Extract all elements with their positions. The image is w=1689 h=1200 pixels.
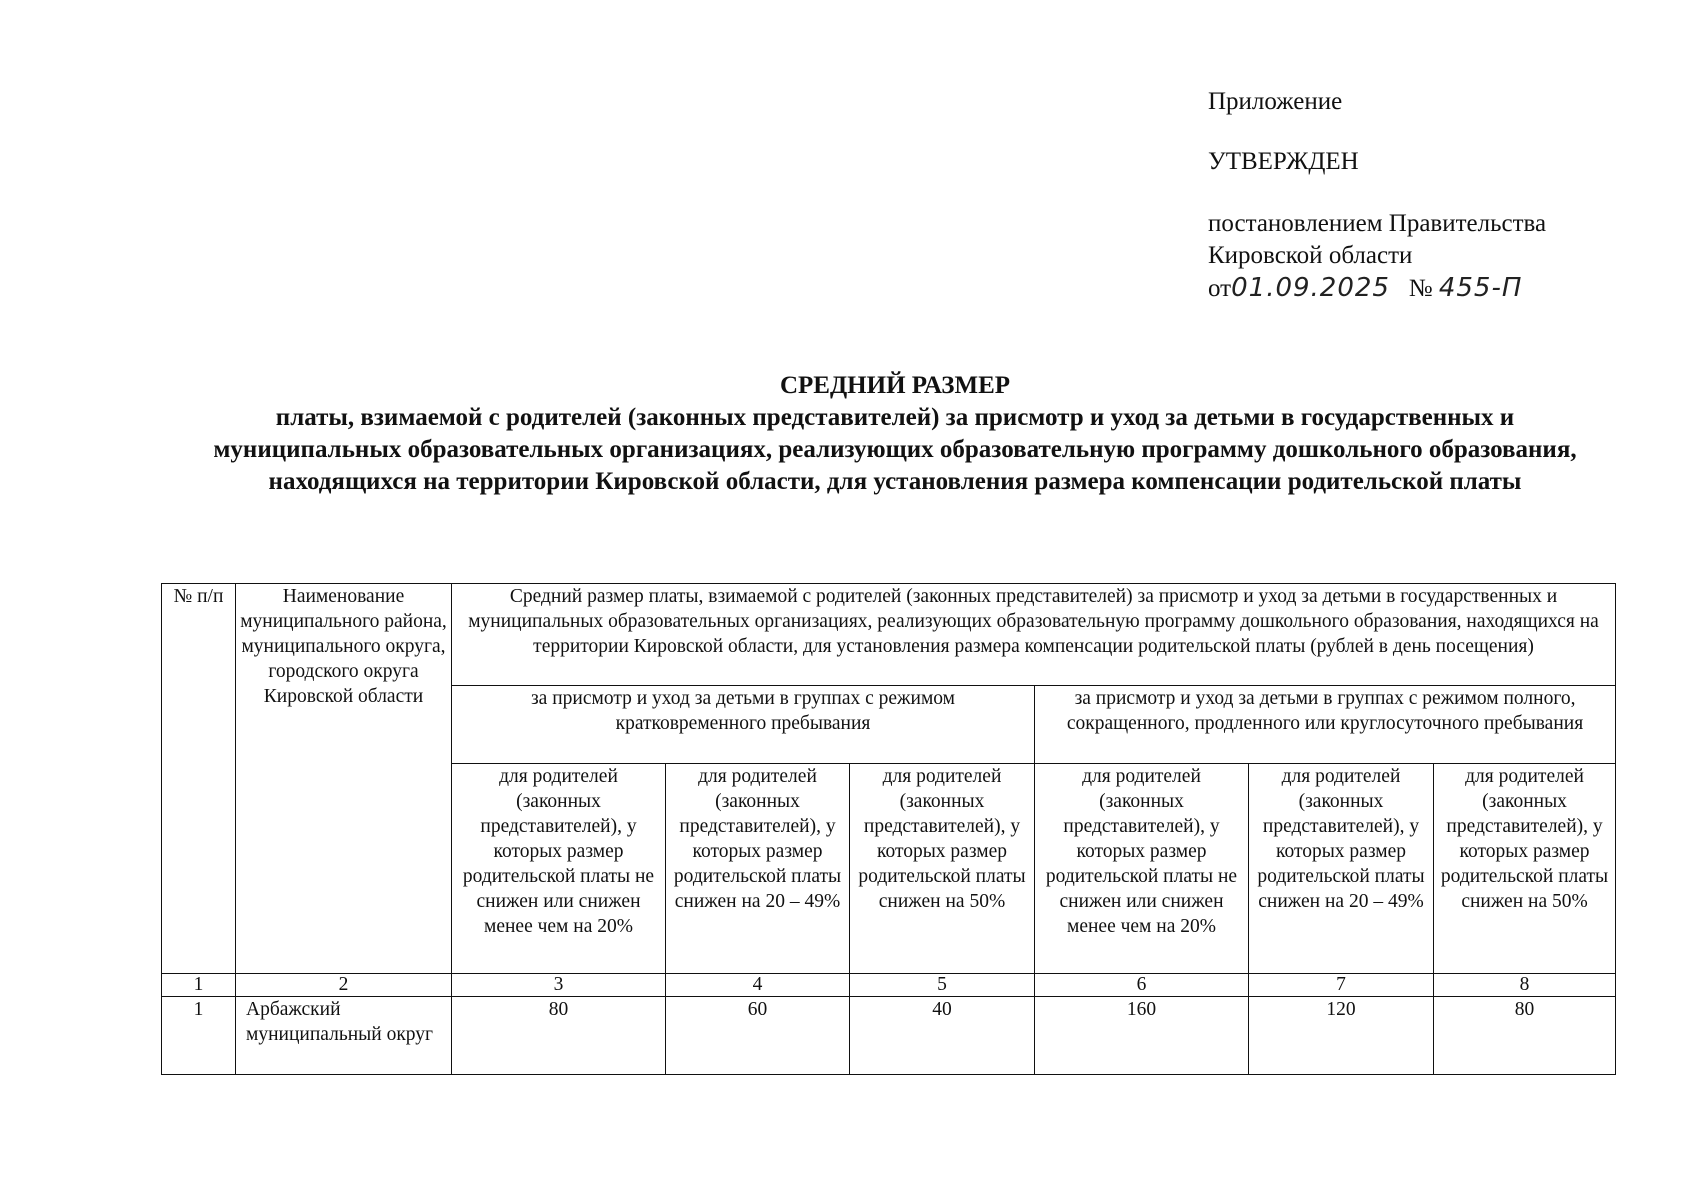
subheader-col-8: для родителей (законных представителей), у которых размер родительской платы снижен на 50% <box>1434 764 1616 974</box>
header-name: Наименование муниципального района, муниципального округа, городского округа Кировской области <box>236 584 452 974</box>
column-number: 5 <box>850 974 1035 997</box>
subheader-col-5: для родителей (законных представителей), у которых размер родительской платы снижен на 50% <box>850 764 1035 974</box>
appendix-label: Приложение <box>1208 88 1343 115</box>
column-number: 3 <box>452 974 666 997</box>
header-no: № п/п <box>162 584 236 974</box>
table-row <box>162 997 1616 1075</box>
row-value: 80 <box>1434 997 1616 1075</box>
subheader-col-7: для родителей (законных представителей), у которых размер родительской платы снижен на 20 – 49% <box>1249 764 1434 974</box>
row-value: 160 <box>1035 997 1249 1075</box>
decree-number: 455-П <box>1438 273 1523 303</box>
title-main: СРЕДНИЙ РАЗМЕР <box>779 372 1011 399</box>
row-value: 80 <box>452 997 666 1075</box>
header-average-fee: Средний размер платы, взимаемой с родителей (законных представителей) за присмотр и уход за детьми в государственных и муниципальных образовательных организациях, реализующих образовательную программу дошкольного образования, находящихся на территории Кировской области, для установления размера компенсации родительской платы (рублей в день посещения) <box>452 584 1616 686</box>
decree-date-line <box>1208 272 1648 305</box>
number-sign: № <box>1408 275 1433 302</box>
header-group-short-stay: за присмотр и уход за детьми в группах с режимом кратковременного пребывания <box>452 686 1035 764</box>
row-value: 120 <box>1249 997 1434 1075</box>
subheader-col-6: для родителей (законных представителей), у которых размер родительской платы не снижен или снижен менее чем на 20% <box>1035 764 1249 974</box>
title-subtitle: платы, взимаемой с родителей (законных представителей) за присмотр и уход за детьми в государственных и муниципальных образовательных организациях, реализующих образовательную программу дошкольного образования, находящихся на территории Кировской области, для установления размера компенсации родительской платы <box>213 404 1577 495</box>
column-number-row <box>162 974 1616 997</box>
date-prefix: от <box>1208 275 1232 302</box>
column-number: 4 <box>666 974 850 997</box>
column-number: 2 <box>236 974 452 997</box>
row-value: 40 <box>850 997 1035 1075</box>
column-number: 1 <box>162 974 236 997</box>
row-value: 60 <box>666 997 850 1075</box>
document-title <box>180 370 1610 498</box>
approval-block <box>1208 86 1648 305</box>
approved-label: УТВЕРЖДЕН <box>1208 148 1359 175</box>
row-municipality: Арбажский муниципальный округ <box>236 997 452 1075</box>
column-number: 8 <box>1434 974 1616 997</box>
decree-line-2: Кировской области <box>1208 242 1413 269</box>
column-number: 7 <box>1249 974 1434 997</box>
decree-date: 01.09.2025 <box>1231 273 1390 303</box>
header-group-full-stay: за присмотр и уход за детьми в группах с режимом полного, сокращенного, продленного или круглосуточного пребывания <box>1035 686 1616 764</box>
subheader-col-3: для родителей (законных представителей), у которых размер родительской платы не снижен или снижен менее чем на 20% <box>452 764 666 974</box>
fees-table <box>161 583 1616 1075</box>
column-number: 6 <box>1035 974 1249 997</box>
subheader-col-4: для родителей (законных представителей), у которых размер родительской платы снижен на 20 – 49% <box>666 764 850 974</box>
decree-line-1: постановлением Правительства <box>1208 210 1547 237</box>
row-no: 1 <box>162 997 236 1075</box>
